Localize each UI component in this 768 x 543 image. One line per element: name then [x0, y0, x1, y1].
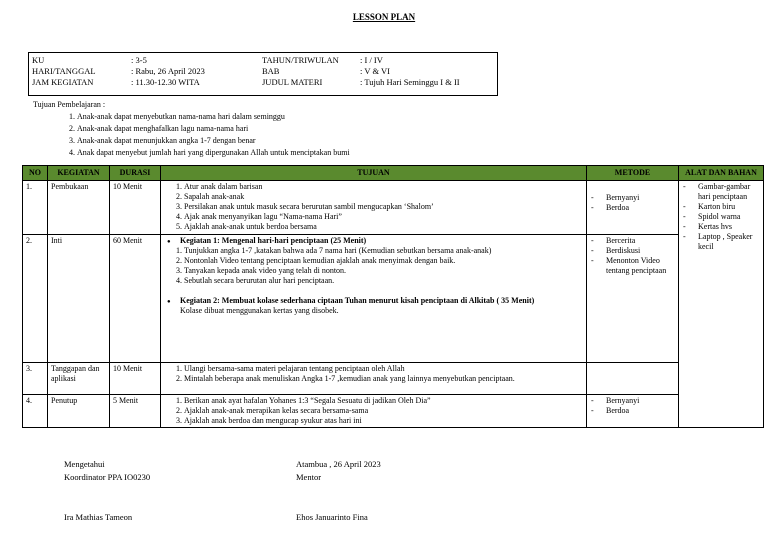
row-metode: [587, 181, 679, 235]
info-label: JUDUL MATERI: [262, 77, 323, 87]
metode-item: - Berdoa: [590, 203, 675, 213]
info-labels-left: [32, 55, 96, 88]
alat-item: - Karton biru: [682, 202, 760, 212]
tujuan-item: 4. Sebutlah secara berurutan alur hari penciptaan.: [184, 276, 583, 286]
header-durasi: DURASI: [110, 166, 161, 181]
signature-left: [64, 458, 150, 484]
alat-item: - Gambar-gambar hari penciptaan: [682, 182, 760, 202]
signature-right-name: Ehos Januarinto Fina: [296, 512, 368, 522]
info-label: JAM KEGIATAN: [32, 77, 94, 87]
signature-left-line2: Koordinator PPA IO0230: [64, 472, 151, 482]
row-kegiatan: Penutup: [48, 395, 110, 428]
info-value: : Rabu, 26 April 2023: [131, 66, 205, 76]
row-metode: [587, 395, 679, 428]
tujuan-item: 3. Ajaklah anak berdoa dan mengucap syukur atas hari ini: [184, 416, 583, 426]
row-durasi: 10 Menit: [110, 363, 161, 395]
tujuan-item: 2. Mintalah beberapa anak menuliskan Angka 1-7 ,kemudian anak yang lainnya menyebutkan penciptaan.: [184, 374, 583, 384]
metode-item: - Menonton Video tentang penciptaan: [590, 256, 675, 276]
row-kegiatan: Pembukaan: [48, 181, 110, 235]
info-box: [28, 52, 498, 96]
tujuan-item: 1. Tunjukkan angka 1-7 ,katakan bahwa ada 7 nama hari (Kemudian sebutkan bersama anak-anak): [184, 246, 583, 256]
lesson-table: [22, 165, 764, 428]
info-values-right: [360, 55, 460, 88]
tujuan-item: 1. Atur anak dalam barisan: [184, 182, 583, 192]
metode-item: - Bercerita: [590, 236, 675, 246]
metode-item: - Berdoa: [590, 406, 675, 416]
tujuan-item: 3. Persilakan anak untuk masuk secara berurutan sambil mengucapkan ‘Shalom’: [184, 202, 583, 212]
objective-item: 1. Anak-anak dapat menyebutkan nama-nama hari dalam seminggu: [77, 111, 350, 123]
signature-right-line2: Mentor: [296, 472, 322, 482]
info-label: TAHUN/TRIWULAN: [262, 55, 339, 65]
header-alat: ALAT DAN BAHAN: [679, 166, 764, 181]
tujuan-item: 1. Ulangi bersama-sama materi pelajaran tentang penciptaan oleh Allah: [184, 364, 583, 374]
signature-left-line1: Mengetahui: [64, 459, 105, 469]
table-row: [23, 363, 764, 395]
table-header-row: [23, 166, 764, 181]
signature-left-name: Ira Mathias Tameon: [64, 512, 133, 522]
tujuan-item: 4. Ajak anak menyanyikan lagu “Nama-nama Hari”: [184, 212, 583, 222]
info-value: : I / IV: [360, 55, 383, 65]
row-no: 4.: [23, 395, 48, 428]
row-no: 1.: [23, 181, 48, 235]
info-label: BAB: [262, 66, 280, 76]
objectives: [33, 99, 350, 159]
metode-item: - Bernyanyi: [590, 396, 675, 406]
tujuan-item: 2. Sapalah anak-anak: [184, 192, 583, 202]
header-kegiatan: KEGIATAN: [48, 166, 110, 181]
row-kegiatan: Inti: [48, 235, 110, 363]
row-tujuan: [161, 363, 587, 395]
table-row: [23, 181, 764, 235]
header-tujuan: TUJUAN: [161, 166, 587, 181]
page-title: LESSON PLAN: [352, 12, 416, 22]
header-metode: METODE: [587, 166, 679, 181]
table-row: [23, 395, 764, 428]
alat-item: - Laptop , Speaker kecil: [682, 232, 760, 252]
row-alat: [679, 181, 764, 428]
objective-item: 4. Anak dapat menyebut jumlah hari yang dipergunakan Allah untuk menciptakan bumi: [77, 147, 350, 159]
metode-item: - Berdiskusi: [590, 246, 675, 256]
tujuan-item: 2. Ajaklah anak-anak merapikan kelas secara bersama-sama: [184, 406, 583, 416]
table-row: [23, 235, 764, 363]
alat-item: - Spidol warna: [682, 212, 760, 222]
row-no: 2.: [23, 235, 48, 363]
row-tujuan: [161, 395, 587, 428]
tujuan-item: 5. Ajaklah anak-anak untuk berdoa bersama: [184, 222, 583, 232]
objective-item: 2. Anak-anak dapat menghafalkan lagu nama-nama hari: [77, 123, 350, 135]
row-metode: [587, 363, 679, 395]
row-tujuan: [161, 181, 587, 235]
info-label: HARI/TANGGAL: [32, 66, 96, 76]
info-labels-right: [262, 55, 339, 88]
header-no: NO: [23, 166, 48, 181]
row-kegiatan: Tanggapan dan aplikasi: [48, 363, 110, 395]
info-value: : 11.30-12.30 WITA: [131, 77, 200, 87]
tujuan-item: 1. Berikan anak ayat hafalan Yohanes 1:3 “Segala Sesuatu di jadikan Oleh Dia”: [184, 396, 583, 406]
row-metode: [587, 235, 679, 363]
signature-right-line1: Atambua , 26 April 2023: [296, 459, 381, 469]
kegiatan-2-note: Kolase dibuat menggunakan kertas yang disobek.: [180, 306, 339, 315]
alat-item: - Kertas hvs: [682, 222, 760, 232]
row-durasi: 10 Menit: [110, 181, 161, 235]
objectives-list: [33, 111, 350, 159]
kegiatan-2-title: ● Kegiatan 2: Membuat kolase sederhana ciptaan Tuhan menurut kisah penciptaan di Alkitab ( 35 Menit): [164, 296, 583, 306]
row-no: 3.: [23, 363, 48, 395]
kegiatan-1-title: ● Kegiatan 1: Mengenal hari-hari penciptaan (25 Menit): [164, 236, 583, 246]
objective-item: 3. Anak-anak dapat menunjukkan angka 1-7 dengan benar: [77, 135, 350, 147]
row-tujuan: [161, 235, 587, 363]
tujuan-item: 3. Tanyakan kepada anak video yang telah di nonton.: [184, 266, 583, 276]
row-durasi: 5 Menit: [110, 395, 161, 428]
row-durasi: 60 Menit: [110, 235, 161, 363]
objectives-heading: Tujuan Pembelajaran :: [33, 100, 106, 109]
tujuan-item: 2. Nontonlah Video tentang penciptaan kemudian ajaklah anak menyimak dengan baik.: [184, 256, 583, 266]
info-value: : V & VI: [360, 66, 390, 76]
signature-right: [296, 458, 381, 484]
info-values-left: [131, 55, 205, 88]
info-value: : 3-5: [131, 55, 147, 65]
info-label: KU: [32, 55, 45, 65]
metode-item: - Bernyanyi: [590, 193, 675, 203]
info-value: : Tujuh Hari Seminggu I & II: [360, 77, 460, 87]
